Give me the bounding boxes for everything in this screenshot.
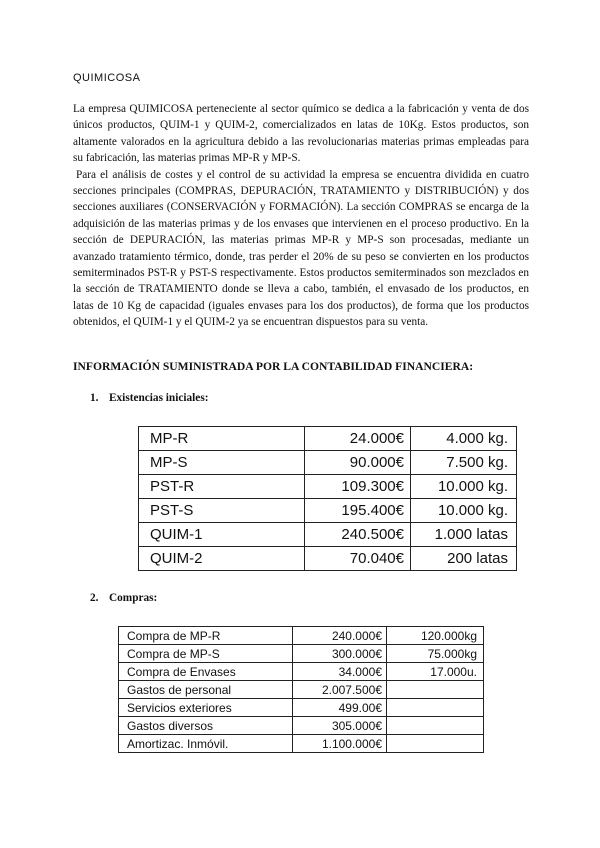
row-label-cell: Servicios exteriores <box>119 699 293 717</box>
compras-heading <box>90 592 157 604</box>
existencias-number: 1. <box>90 392 99 404</box>
table-row <box>139 451 517 475</box>
compras-heading-text: Compras: <box>109 592 158 604</box>
table-row <box>119 663 484 681</box>
row-label-cell: Amortizac. Inmóvil. <box>119 735 293 753</box>
row-amount-cell: 240.000€ <box>293 627 387 645</box>
row-amount-cell: 70.040€ <box>305 547 411 571</box>
table-row <box>119 627 484 645</box>
row-amount-cell: 195.400€ <box>305 499 411 523</box>
row-quantity-cell: 17.000u. <box>387 663 484 681</box>
row-amount-cell: 240.500€ <box>305 523 411 547</box>
row-label-cell: QUIM-1 <box>139 523 305 547</box>
row-amount-cell: 305.000€ <box>293 717 387 735</box>
row-label-cell: PST-R <box>139 475 305 499</box>
row-quantity-cell: 10.000 kg. <box>411 499 517 523</box>
row-quantity-cell: 120.000kg <box>387 627 484 645</box>
row-label-cell: PST-S <box>139 499 305 523</box>
compras-table <box>118 626 484 753</box>
table-row <box>139 427 517 451</box>
table-row <box>139 499 517 523</box>
row-label-cell: Gastos de personal <box>119 681 293 699</box>
row-quantity-cell: 75.000kg <box>387 645 484 663</box>
row-quantity-cell <box>387 681 484 699</box>
row-quantity-cell <box>387 717 484 735</box>
table-row <box>119 699 484 717</box>
document-body <box>73 101 529 331</box>
row-quantity-cell: 10.000 kg. <box>411 475 517 499</box>
section-heading: INFORMACIÓN SUMINISTRADA POR LA CONTABILIDAD FINANCIERA: <box>73 360 474 373</box>
compras-table-body <box>119 627 484 753</box>
row-amount-cell: 24.000€ <box>305 427 411 451</box>
row-amount-cell: 300.000€ <box>293 645 387 663</box>
row-label-cell: Compra de MP-S <box>119 645 293 663</box>
row-amount-cell: 499.00€ <box>293 699 387 717</box>
table-row <box>119 645 484 663</box>
row-quantity-cell: 4.000 kg. <box>411 427 517 451</box>
row-label-cell: MP-S <box>139 451 305 475</box>
intro-paragraph: La empresa QUIMICOSA perteneciente al sector químico se dedica a la fabricación y venta de dos únicos productos, QUIM-1 y QUIM-2, comercializados en latas de 10Kg. Estos productos, son altamente valorados en la agricultura debido a las revolucionarias materias primas empleadas para su fabricación, las materias primas MP-R y MP-S. <box>73 103 529 165</box>
row-label-cell: Compra de MP-R <box>119 627 293 645</box>
sections-paragraph: Para el análisis de costes y el control de su actividad la empresa se encuentra dividida en cuatro secciones principales (COMPRAS, DEPURACIÓN, TRATAMIENTO y DISTRIBUCIÓN) y dos secciones auxiliares (CONSERVACIÓN y FORMACIÓN). La sección COMPRAS se encarga de la adquisición de las materias primas y de los envases que intervienen en el proceso productivo. En la sección de DEPURACIÓN, las materias primas MP-R y MP-S son procesadas, mediante un avanzado tratamiento térmico, donde, tras perder el 20% de su peso se convierten en los productos semiterminados PST-R y PST-S respectivamente. Estos productos semiterminados son mezclados en la sección de TRATAMIENTO donde se lleva a cabo, también, el envasado de los productos, en latas de 10 Kg de capacidad (iguales envases para los dos productos), de forma que los productos obtenidos, el QUIM-1 y el QUIM-2 ya se encuentran dispuestos para su venta. <box>73 168 529 329</box>
compras-number: 2. <box>90 592 99 604</box>
row-label-cell: Compra de Envases <box>119 663 293 681</box>
table-row <box>119 681 484 699</box>
row-quantity-cell: 200 latas <box>411 547 517 571</box>
table-row <box>139 523 517 547</box>
row-quantity-cell: 7.500 kg. <box>411 451 517 475</box>
row-amount-cell: 109.300€ <box>305 475 411 499</box>
row-quantity-cell <box>387 735 484 753</box>
table-row <box>119 717 484 735</box>
row-amount-cell: 90.000€ <box>305 451 411 475</box>
row-amount-cell: 34.000€ <box>293 663 387 681</box>
table-row <box>139 475 517 499</box>
existencias-heading <box>90 392 208 404</box>
row-quantity-cell <box>387 699 484 717</box>
row-label-cell: QUIM-2 <box>139 547 305 571</box>
table-row <box>139 547 517 571</box>
existencias-table-body <box>139 427 517 571</box>
row-label-cell: MP-R <box>139 427 305 451</box>
row-quantity-cell: 1.000 latas <box>411 523 517 547</box>
row-amount-cell: 1.100.000€ <box>293 735 387 753</box>
document-title: QUIMICOSA <box>73 72 141 84</box>
existencias-heading-text: Existencias iniciales: <box>109 392 209 404</box>
table-row <box>119 735 484 753</box>
row-amount-cell: 2.007.500€ <box>293 681 387 699</box>
row-label-cell: Gastos diversos <box>119 717 293 735</box>
existencias-table <box>138 426 517 571</box>
